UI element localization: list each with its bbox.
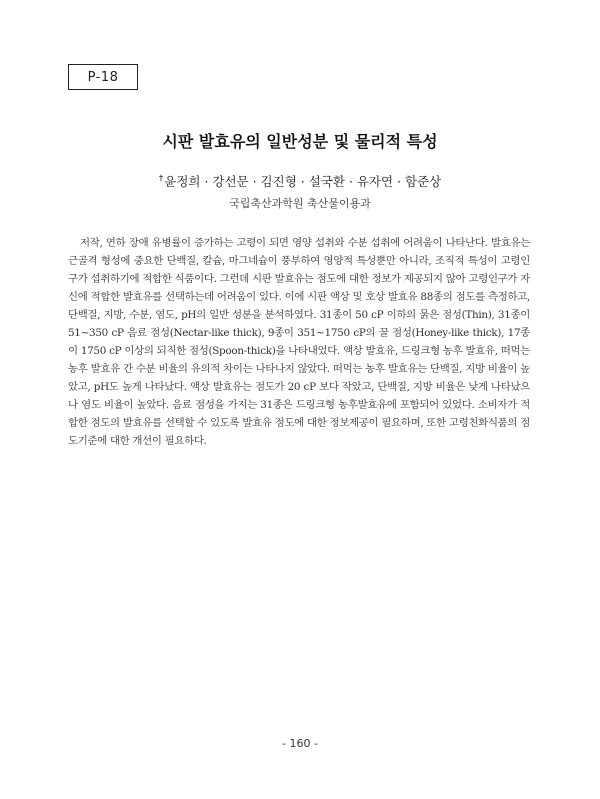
affiliation: 국립축산과학원 축산물이용과 bbox=[229, 197, 371, 210]
page-number: - 160 - bbox=[282, 737, 318, 750]
paper-title: 시판 발효유의 일반성분 및 물리적 특성 bbox=[162, 132, 438, 151]
poster-id-badge bbox=[68, 64, 138, 90]
author-line bbox=[0, 172, 600, 190]
author-names: 윤정희 · 강선문 · 김진형 · 설국환 · 유자연 · 함준상 bbox=[164, 174, 442, 189]
poster-id-label: P-18 bbox=[87, 69, 119, 85]
abstract-body: 저작, 연하 장애 유병률이 증가하는 고령이 되면 영양 섭취와 수분 섭취에 어려움이 나타난다. 발효유는 근골격 형성에 중요한 단백질, 칼슘, 마그네슘이 풍부하여 영양적 특성뿐만 아니라, 조직적 특성이 고령인구가 섭취하기에 적합한 식품이다. 그런데 시판 발효유는 점도에 대한 정보가 제공되지 않아 고령인구가 자신에 적합한 발효유를 선택하는데 어려움이 있다. 이에 시판 액상 및 호상 발효유 88종의 점도를 측정하고, 단백질, 지방, 수분, 염도, pH의 일반 성분을 분석하였다. 31종이 50 cP 이하의 묽은 점성(Thin), 31종이 51~350 cP 음료 점성(Nectar-like thick), 9종이 351~1750 cP의 꿀 점성(Honey-like thick), 17종이 1750 cP 이상의 되직한 점성(Spoon-thick)을 나타내었다. 액상 발효유, 드링크형 농후 발효유, 떠먹는 농후 발효유 간 수분 비율의 유의적 차이는 나타나지 않았다. 떠먹는 농후 발효유는 단백질, 지방 비율이 높았고, pH도 높게 나타났다. 액상 발효유는 점도가 20 cP 보다 작았고, 단백질, 지방 비율은 낮게 나타났으나 염도 비율이 높았다. 음료 점성을 가지는 31종은 드링크형 농후발효유에 포함되어 있었다. 소비자가 적합한 점도의 발효유를 선택할 수 있도록 발효유 점도에 대한 정보제공이 필요하며, 또한 고령친화식품의 점도기준에 대한 개선이 필요하다. bbox=[68, 237, 530, 447]
corresponding-author-mark: † bbox=[158, 174, 164, 184]
